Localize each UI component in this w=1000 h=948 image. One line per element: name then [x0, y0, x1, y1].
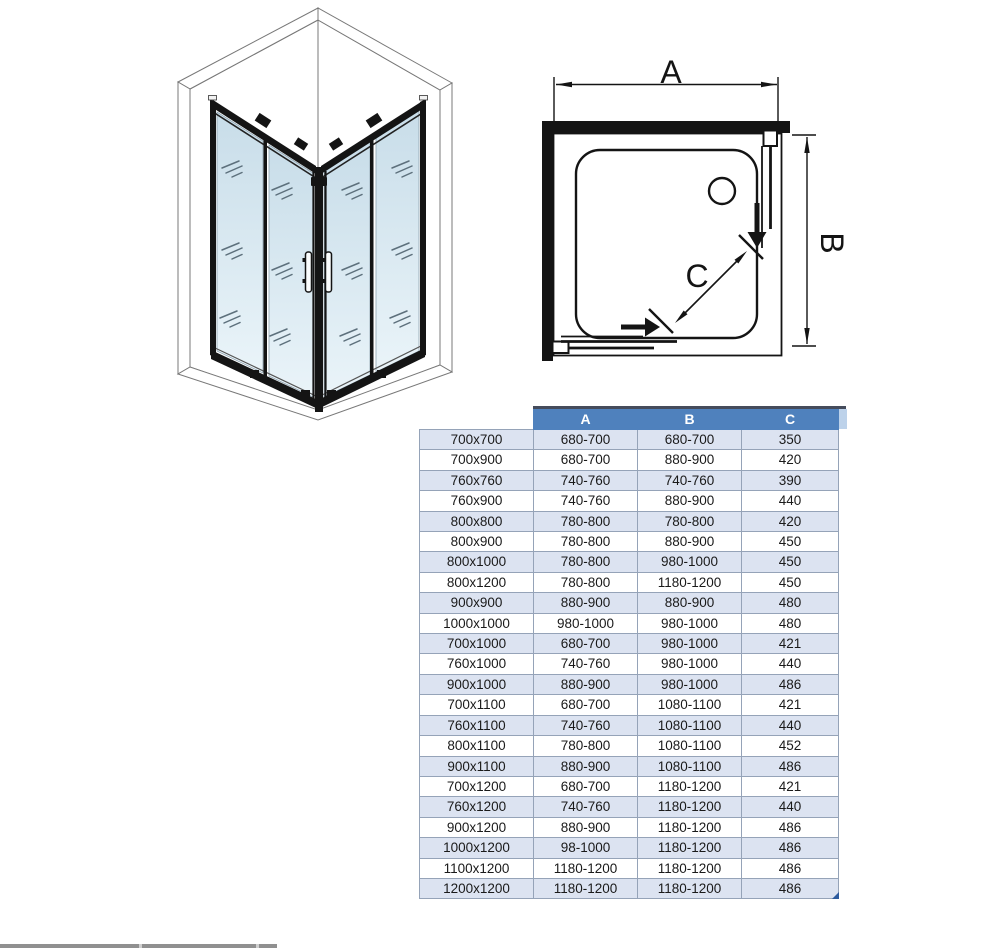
cell-size: 1200x1200 [420, 878, 534, 898]
cell-c: 420 [742, 511, 839, 531]
cell-a: 880-900 [534, 817, 638, 837]
bottom-guide [301, 390, 310, 398]
cell-c: 450 [742, 552, 839, 572]
cell-b: 680-700 [638, 430, 742, 450]
cell-b: 880-900 [638, 593, 742, 613]
table-row [420, 450, 839, 470]
handle-knob [323, 279, 326, 283]
cell-c: 350 [742, 430, 839, 450]
cell-a: 880-900 [534, 674, 638, 694]
cell-a: 780-800 [534, 532, 638, 552]
table-row [420, 756, 839, 776]
cell-b: 980-1000 [638, 674, 742, 694]
glass-panel-left-fixed [217, 112, 263, 373]
cell-b: 1080-1100 [638, 715, 742, 735]
table-row [420, 797, 839, 817]
cell-c: 390 [742, 470, 839, 490]
cell-c: 450 [742, 572, 839, 592]
cell-size: 800x1200 [420, 572, 534, 592]
table-fill-handle [832, 892, 839, 899]
table-row [420, 593, 839, 613]
cell-b: 880-900 [638, 532, 742, 552]
plan-wall-left [542, 121, 553, 361]
glass-panel-right-fixed [376, 110, 419, 372]
cell-a: 680-700 [534, 695, 638, 715]
cell-a: 780-800 [534, 511, 638, 531]
table-row [420, 858, 839, 878]
plan-diagram [542, 54, 850, 361]
table-row [420, 674, 839, 694]
cell-b: 740-760 [638, 470, 742, 490]
handle-knob [303, 258, 306, 262]
cell-c: 440 [742, 491, 839, 511]
outer-post-left [210, 99, 216, 358]
col-header-size [420, 410, 534, 430]
wall-profile-bottom-left [553, 342, 569, 354]
plan-label-c: C [685, 258, 709, 294]
table-row [420, 511, 839, 531]
wall-profile-top-right [764, 131, 778, 147]
cell-c: 440 [742, 797, 839, 817]
cell-c: 440 [742, 654, 839, 674]
table-row [420, 532, 839, 552]
arrowhead [804, 137, 809, 153]
cell-size: 800x900 [420, 532, 534, 552]
shower-tray-plan [576, 150, 757, 338]
depth-dimension-b [792, 135, 850, 346]
table-row [420, 430, 839, 450]
table-row [420, 654, 839, 674]
col-header-b: B [638, 410, 742, 430]
cell-b: 1180-1200 [638, 776, 742, 796]
table-row [420, 817, 839, 837]
cell-size: 800x800 [420, 511, 534, 531]
handle-right [326, 252, 332, 292]
table-row [420, 878, 839, 898]
post-cap-left [209, 96, 217, 101]
cell-b: 1080-1100 [638, 756, 742, 776]
cell-c: 480 [742, 613, 839, 633]
cell-b: 980-1000 [638, 634, 742, 654]
cell-size: 700x900 [420, 450, 534, 470]
corner-post [315, 167, 323, 412]
cell-a: 780-800 [534, 552, 638, 572]
cell-b: 1180-1200 [638, 572, 742, 592]
table-row [420, 715, 839, 735]
cell-b: 1180-1200 [638, 797, 742, 817]
plan-wall-top [542, 121, 790, 133]
table-row [420, 470, 839, 490]
post-cap-right [420, 96, 428, 101]
handle-knob [323, 258, 326, 262]
cell-a: 880-900 [534, 593, 638, 613]
cell-c: 486 [742, 756, 839, 776]
scrollbar-tick [256, 944, 259, 948]
cell-size: 800x1000 [420, 552, 534, 572]
cell-c: 486 [742, 878, 839, 898]
cell-a: 740-760 [534, 470, 638, 490]
cell-a: 680-700 [534, 430, 638, 450]
cell-size: 700x1100 [420, 695, 534, 715]
wall-edge-left [178, 82, 190, 374]
cell-size: 900x1000 [420, 674, 534, 694]
cell-size: 700x1000 [420, 634, 534, 654]
cell-size: 700x700 [420, 430, 534, 450]
cell-b: 980-1000 [638, 552, 742, 572]
mullion-left [264, 139, 268, 377]
cell-a: 880-900 [534, 756, 638, 776]
outer-post-right [420, 99, 426, 358]
cell-size: 760x760 [420, 470, 534, 490]
table-row [420, 613, 839, 633]
cell-b: 880-900 [638, 450, 742, 470]
cell-size: 900x1100 [420, 756, 534, 776]
cell-size: 760x1200 [420, 797, 534, 817]
cell-b: 1080-1100 [638, 695, 742, 715]
cell-c: 480 [742, 593, 839, 613]
cell-a: 780-800 [534, 736, 638, 756]
arrowhead [804, 328, 809, 344]
corner-bracket [311, 177, 327, 186]
scrollbar-tick [139, 944, 142, 948]
cell-a: 740-760 [534, 491, 638, 511]
wall-edge-right [440, 83, 452, 372]
cell-size: 1000x1200 [420, 838, 534, 858]
cell-a: 680-700 [534, 776, 638, 796]
bottom-guide [250, 370, 259, 378]
cell-size: 700x1200 [420, 776, 534, 796]
cell-c: 450 [742, 532, 839, 552]
col-header-c: C [742, 410, 839, 430]
table-row [420, 634, 839, 654]
cell-a: 980-1000 [534, 613, 638, 633]
bottom-guide [327, 390, 336, 398]
cell-a: 98-1000 [534, 838, 638, 858]
arrowhead [556, 82, 572, 87]
cell-b: 1180-1200 [638, 878, 742, 898]
table-row [420, 695, 839, 715]
cell-size: 800x1100 [420, 736, 534, 756]
cell-c: 421 [742, 776, 839, 796]
cell-b: 980-1000 [638, 654, 742, 674]
cell-c: 452 [742, 736, 839, 756]
table-row [420, 552, 839, 572]
cell-b: 1080-1100 [638, 736, 742, 756]
cell-c: 421 [742, 695, 839, 715]
cell-c: 486 [742, 858, 839, 878]
cell-size: 760x900 [420, 491, 534, 511]
cell-a: 680-700 [534, 634, 638, 654]
cell-c: 486 [742, 817, 839, 837]
cell-size: 760x1100 [420, 715, 534, 735]
cell-c: 486 [742, 838, 839, 858]
plan-label-a: A [660, 54, 682, 90]
cell-a: 740-760 [534, 654, 638, 674]
table-row [420, 491, 839, 511]
table-row [420, 838, 839, 858]
cell-a: 740-760 [534, 797, 638, 817]
cell-c: 486 [742, 674, 839, 694]
table-header-fragment [839, 409, 847, 429]
cell-size: 1000x1000 [420, 613, 534, 633]
cell-b: 980-1000 [638, 613, 742, 633]
cell-b: 780-800 [638, 511, 742, 531]
cell-b: 880-900 [638, 491, 742, 511]
cell-size: 1100x1200 [420, 858, 534, 878]
cell-c: 420 [742, 450, 839, 470]
cell-c: 440 [742, 715, 839, 735]
handle-left [306, 252, 312, 292]
cell-c: 421 [742, 634, 839, 654]
handle-knob [303, 279, 306, 283]
bottom-guide [377, 370, 386, 378]
cell-a: 680-700 [534, 450, 638, 470]
cell-b: 1180-1200 [638, 858, 742, 878]
table-row [420, 776, 839, 796]
isometric-diagram [178, 8, 452, 420]
cell-b: 1180-1200 [638, 817, 742, 837]
cell-size: 900x1200 [420, 817, 534, 837]
cell-b: 1180-1200 [638, 838, 742, 858]
cell-a: 740-760 [534, 715, 638, 735]
table-top-border [533, 406, 846, 409]
cell-size: 760x1000 [420, 654, 534, 674]
dimension-table [419, 409, 839, 899]
col-header-a: A [534, 410, 638, 430]
plan-label-b: B [814, 232, 850, 254]
cell-a: 780-800 [534, 572, 638, 592]
size-table-body [420, 430, 839, 899]
cell-a: 1180-1200 [534, 858, 638, 878]
table-header-row [420, 410, 839, 430]
width-dimension-a [554, 54, 778, 121]
cell-a: 1180-1200 [534, 878, 638, 898]
cell-size: 900x900 [420, 593, 534, 613]
table-row [420, 572, 839, 592]
arrowhead [761, 82, 777, 87]
table-row [420, 736, 839, 756]
mullion-right [370, 139, 374, 377]
